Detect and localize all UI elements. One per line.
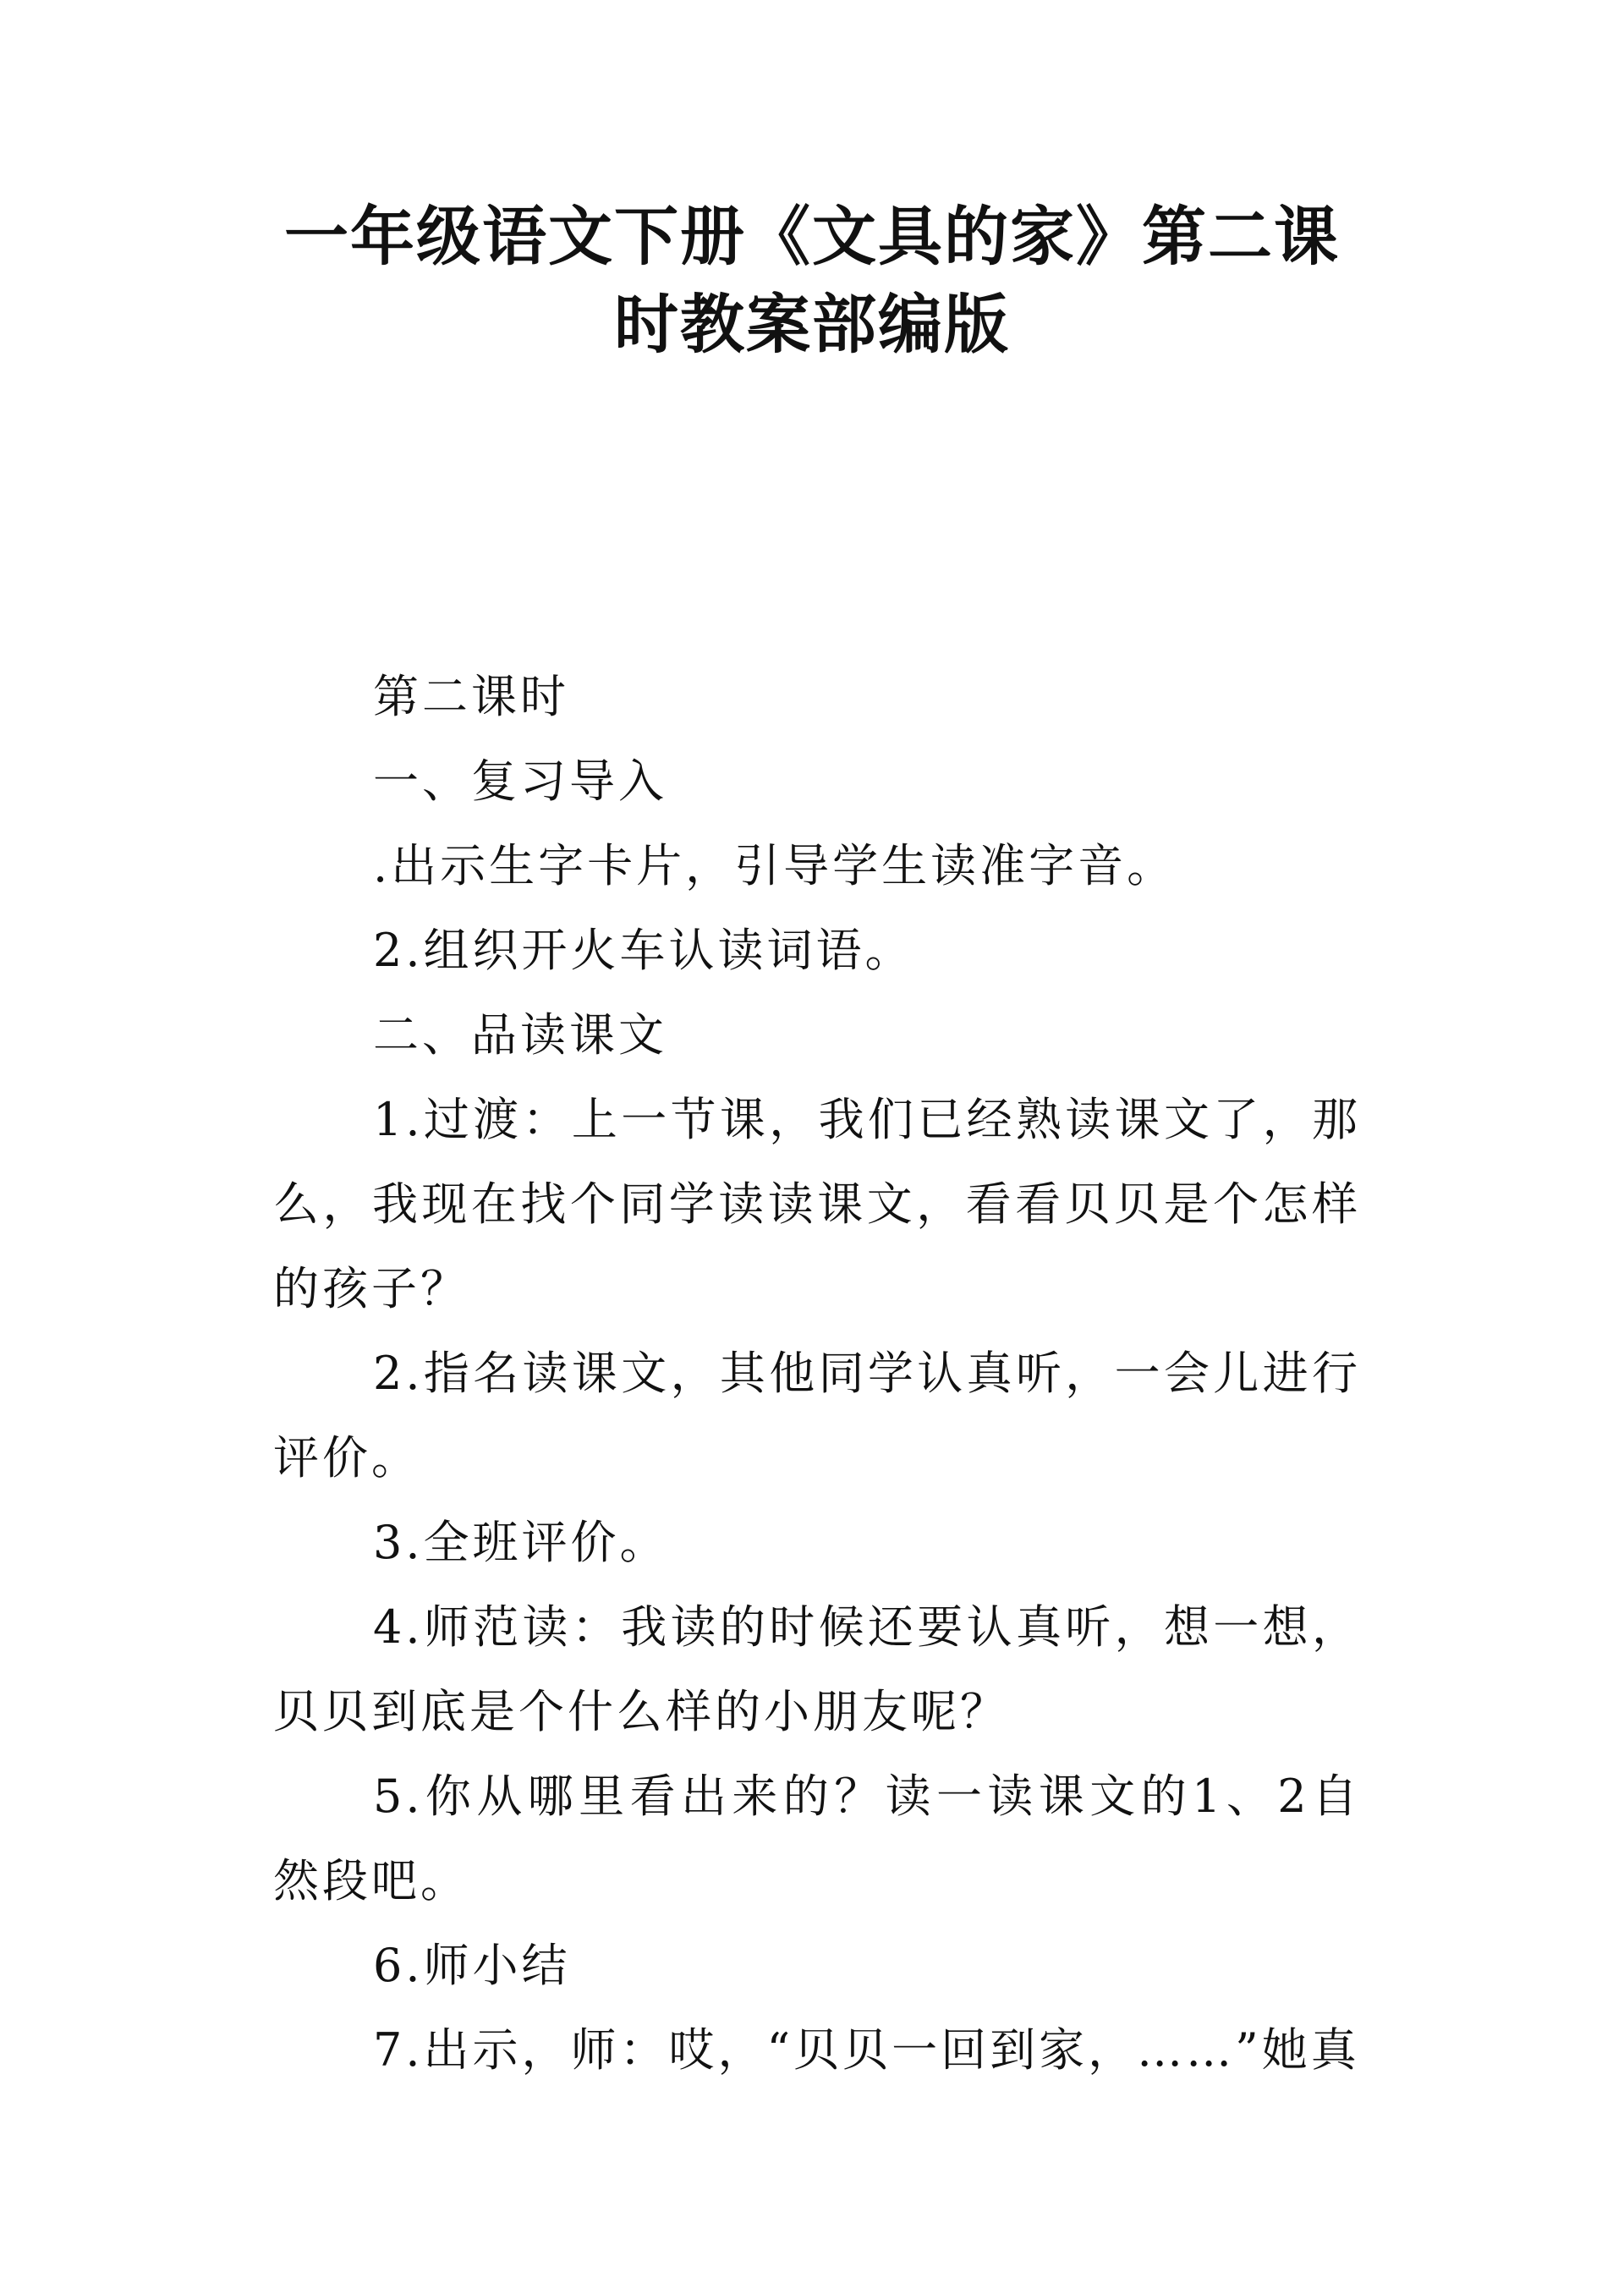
section-heading-lesson: 第二课时	[373, 670, 569, 723]
paragraph: 1.过渡：上一节课，我们已经熟读课文了，那么，我现在找个同学读读课文，看看贝贝是个怎样的孩子？	[273, 1093, 1361, 1315]
section-heading-review: 一、复习导入	[373, 755, 667, 808]
section-heading-reading: 二、品读课文	[373, 1008, 667, 1062]
paragraph: 6.师小结	[373, 1939, 571, 1992]
paragraph: 4.师范读：我读的时候还要认真听，想一想，贝贝到底是个什么样的小朋友呢？	[273, 1600, 1361, 1738]
paragraph: 2.组织开火车认读词语。	[373, 924, 914, 977]
paragraph: 7.出示，师：哎，“贝贝一回到家，……”她真	[373, 2023, 1360, 2077]
document-body	[273, 655, 1361, 2093]
paragraph: 5.你从哪里看出来的？读一读课文的1、2自然段吧。	[273, 1770, 1361, 1907]
paragraph: .出示生字卡片，引导学生读准字音。	[373, 839, 1177, 892]
title-line-2: 时教案部编版	[614, 287, 1010, 362]
document-title	[254, 193, 1370, 369]
title-line-1: 一年级语文下册《文具的家》第二课	[284, 199, 1340, 274]
paragraph: 3.全班评价。	[373, 1516, 669, 1569]
paragraph: 2.指名读课文，其他同学认真听，一会儿进行评价。	[273, 1347, 1361, 1485]
